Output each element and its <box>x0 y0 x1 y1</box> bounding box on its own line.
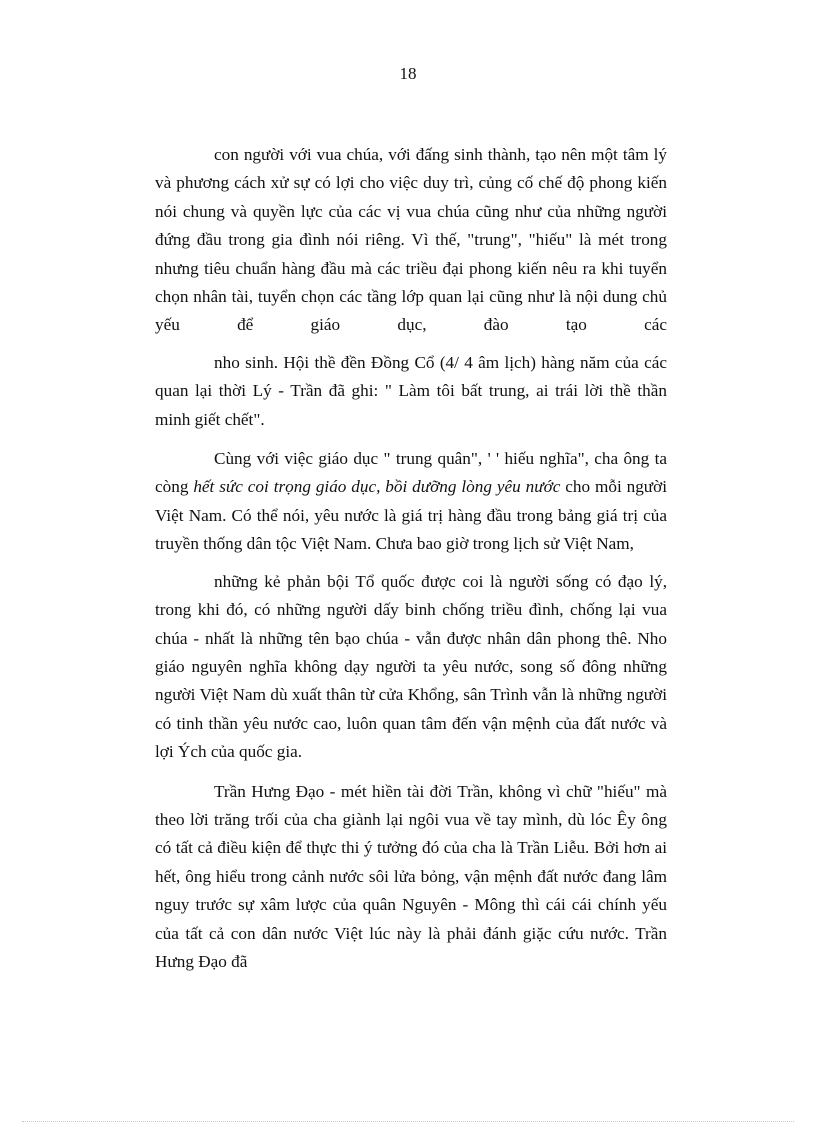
page-bottom-border <box>22 1121 794 1122</box>
paragraph-3-text-b: cho mỗi người Việt Nam. Có thể nói, yêu nước là giá trị hàng đầu trong bảng giá trị của truyền thống dân tộc Việt Nam. Chưa bao giờ trong lịch sử Việt Nam, <box>155 477 667 554</box>
paragraph-3 <box>155 445 667 559</box>
paragraph-4: những kẻ phản bội Tổ quốc được coi là người sống có đạo lý, trong khi đó, có những người dấy binh chống triều đình, chống lại vua chúa - nhất là những tên bạo chúa - vẫn được nhân dân phong thê. Nho giáo nguyên nghĩa không dạy người ta yêu nước, song số đông những người Việt Nam dù xuất thân từ cửa Khổng, sân Trình vẫn là những người có tinh thần yêu nước cao, luôn quan tâm đến vận mệnh của đất nước và lợi Ých của quốc gia. <box>155 571 667 762</box>
paragraph-1: con người với vua chúa, với đấng sinh thành, tạo nên một tâm lý và phương cách xử sự có lợi cho việc duy trì, củng cố chế độ phong kiến nói chung và quyền lực của các vị vua chúa cũng như của những người đứng đầu trong gia đình nói riêng. Vì thế, "trung", "hiếu" là mét trong nhưng tiêu chuẩn hàng đầu mà các triều đại phong kiến nêu ra khi tuyển chọn nhân tài, tuyển chọn các tầng lớp quan lại cũng như là nội dung chủ yếu để giáo dục, đào tạo các <box>155 145 667 335</box>
paragraph-2: nho sinh. Hội thề đền Đồng Cổ (4/ 4 âm lịch) hàng năm của các quan lại thời Lý - Trần đã ghi: " Làm tôi bất trung, ai trái lời thề thần minh giết chết". <box>155 352 667 429</box>
paragraph-5: Trần Hưng Đạo - mét hiền tài đời Trần, không vì chữ "hiếu" mà theo lời trăng trối của cha giành lại ngôi vua về tay mình, dù lóc Êy ông có tất cả điều kiện để thực thi ý tưởng đó của cha là Trần Liễu. Bởi hơn ai hết, ông hiểu trong cảnh nước sôi lửa bỏng, vận mệnh đất nước đang lâm nguy trước sự xâm lược của quân Nguyên - Mông thì cái cái chính yếu của tất cả con dân nước Việt lúc này là phải đánh giặc cứu nước. Trần Hưng Đạo đã <box>155 781 667 971</box>
page-number: 18 <box>399 64 417 83</box>
paragraph-3-text-a: Cùng với việc giáo dục " trung quân", ' ' hiếu nghĩa", cha ông ta còng <box>155 449 667 497</box>
body-text <box>155 141 667 976</box>
paragraph-3-emphasis: hết sức coi trọng giáo dục, bồi dưỡng lòng yêu nước <box>193 477 561 497</box>
